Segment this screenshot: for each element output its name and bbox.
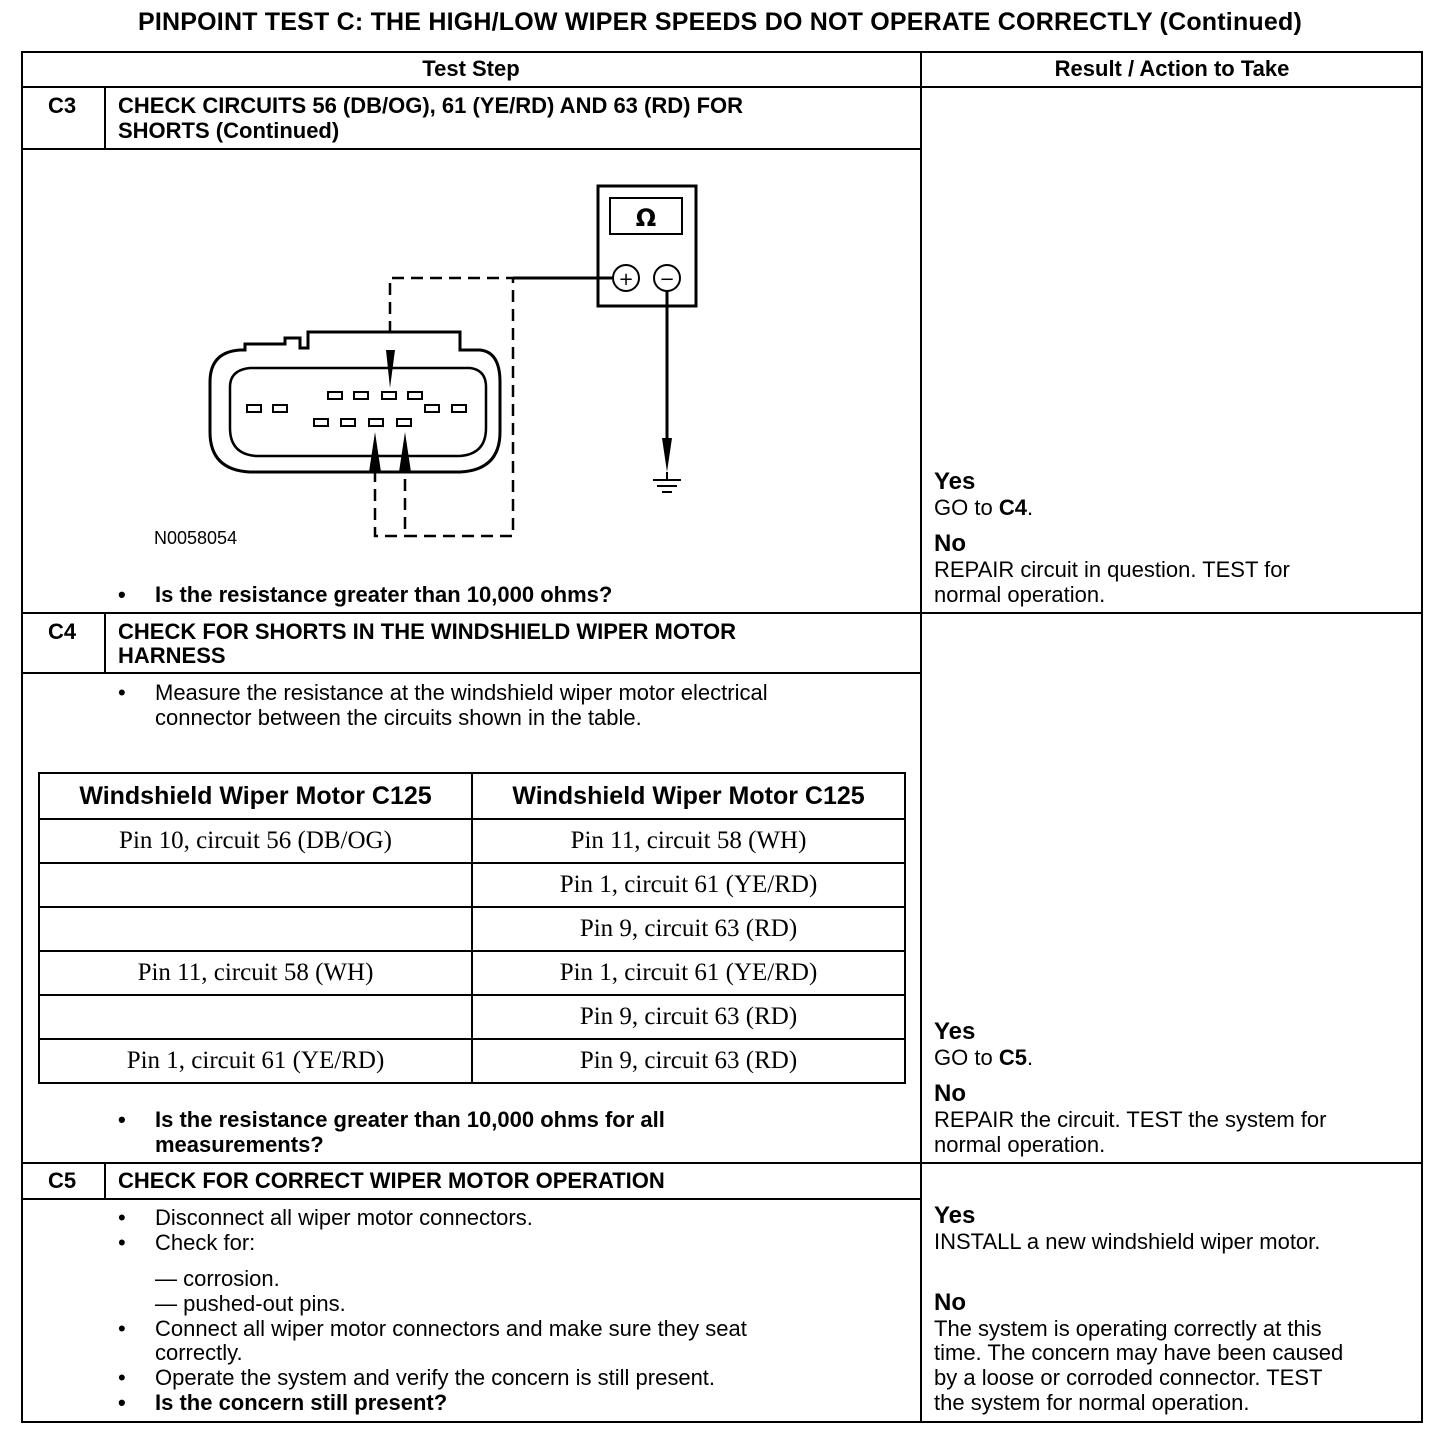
c4-bottom-rule: [21, 1162, 1423, 1164]
c4-id-divider: [104, 612, 106, 674]
table-row: Pin 9, circuit 63 (RD): [39, 995, 905, 1039]
table-row: Pin 11, circuit 58 (WH) Pin 1, circuit 61 (YE/RD): [39, 951, 905, 995]
c4-yes-label: Yes: [934, 1018, 976, 1045]
pin-table-col2: Windshield Wiper Motor C125: [472, 773, 905, 819]
c3-step-id: C3: [48, 93, 77, 118]
figure-id: N0058054: [154, 528, 238, 548]
pin-table-header: [39, 773, 905, 819]
table-row: Pin 1, circuit 61 (YE/RD): [39, 863, 905, 907]
c5-sub-2: — pushed-out pins.: [155, 1291, 346, 1316]
column-divider: [920, 51, 922, 1423]
c3-question: • Is the resistance greater than 10,000 ohms?: [155, 582, 612, 607]
pin-table-col1: Windshield Wiper Motor C125: [39, 773, 472, 819]
c5-yes-action: INSTALL a new windshield wiper motor.: [934, 1229, 1321, 1254]
ground-probe: [662, 438, 672, 472]
c3-no-label: No: [934, 530, 966, 557]
c5-heading-rule: [21, 1198, 921, 1200]
c3-no-action-2: normal operation.: [934, 582, 1106, 607]
c3-heading-2: SHORTS (Continued): [118, 118, 340, 143]
c4-heading-1: CHECK FOR SHORTS IN THE WINDSHIELD WIPER MOTOR: [118, 619, 737, 644]
c3-bottom-rule: [21, 612, 1423, 614]
c4-yes-action: GO to C5.: [934, 1045, 1034, 1070]
ground-icon: [653, 472, 681, 492]
pin-measurement-table: [38, 772, 906, 1084]
c5-no-action-4: the system for normal operation.: [934, 1390, 1250, 1415]
connector-housing: [210, 332, 500, 472]
c5-heading: CHECK FOR CORRECT WIPER MOTOR OPERATION: [118, 1168, 665, 1193]
page-title: PINPOINT TEST C: THE HIGH/LOW WIPER SPEEDS DO NOT OPERATE CORRECTLY (Continued): [138, 8, 1302, 36]
c5-step-id: C5: [48, 1168, 77, 1193]
c4-no-action-1: REPAIR the circuit. TEST the system for: [934, 1107, 1327, 1132]
header-test-step: Test Step: [422, 56, 520, 81]
c5-no-action-3: by a loose or corroded connector. TEST: [934, 1365, 1323, 1390]
c3-no-action-1: REPAIR circuit in question. TEST for: [934, 557, 1290, 582]
header-rule: [21, 86, 1423, 88]
c4-question-1: • Is the resistance greater than 10,000 ohms for all: [155, 1107, 665, 1132]
c5-no-action-1: The system is operating correctly at this: [934, 1316, 1322, 1341]
table-row: Pin 10, circuit 56 (DB/OG) Pin 11, circuit 58 (WH): [39, 819, 905, 863]
table-row: Pin 1, circuit 61 (YE/RD) Pin 9, circuit 63 (RD): [39, 1039, 905, 1083]
c3-id-divider: [104, 86, 106, 150]
c4-step-id: C4: [48, 619, 77, 644]
c4-no-label: No: [934, 1080, 966, 1107]
c5-no-action-2: time. The concern may have been caused: [934, 1340, 1344, 1365]
c5-no-label: No: [934, 1289, 966, 1316]
ohm-symbol: Ω: [635, 204, 657, 232]
c5-question: • Is the concern still present?: [155, 1390, 447, 1415]
c5-step-3-1: • Connect all wiper motor connectors and make sure they seat: [155, 1316, 747, 1341]
c4-heading-rule: [21, 672, 921, 674]
c3-yes-label: Yes: [934, 468, 976, 495]
c5-step-4: • Operate the system and verify the concern is still present.: [155, 1365, 715, 1390]
ohmmeter-connector-diagram: [154, 182, 730, 548]
c5-yes-label: Yes: [934, 1202, 976, 1229]
c4-heading-2: HARNESS: [118, 643, 226, 668]
header-result: Result / Action to Take: [1054, 56, 1290, 81]
c3-heading-rule: [21, 148, 921, 150]
c5-step-2: • Check for:: [155, 1230, 255, 1255]
c4-question-2: measurements?: [155, 1132, 324, 1157]
c3-yes-action: GO to C4.: [934, 495, 1034, 520]
c5-sub-1: — corrosion.: [155, 1266, 280, 1291]
svg-text:+: +: [618, 269, 634, 290]
c5-step-3-2: correctly.: [155, 1340, 243, 1365]
c4-instruction-1: • Measure the resistance at the windshield wiper motor electrical: [155, 680, 768, 705]
svg-text:−: −: [659, 269, 675, 290]
c3-heading-1: CHECK CIRCUITS 56 (DB/OG), 61 (YE/RD) AND 63 (RD) FOR: [118, 93, 744, 118]
c5-step-1: • Disconnect all wiper motor connectors.: [155, 1205, 533, 1230]
c4-no-action-2: normal operation.: [934, 1132, 1106, 1157]
c4-instruction-2: connector between the circuits shown in the table.: [155, 705, 642, 730]
c5-id-divider: [104, 1162, 106, 1200]
table-row: Pin 9, circuit 63 (RD): [39, 907, 905, 951]
